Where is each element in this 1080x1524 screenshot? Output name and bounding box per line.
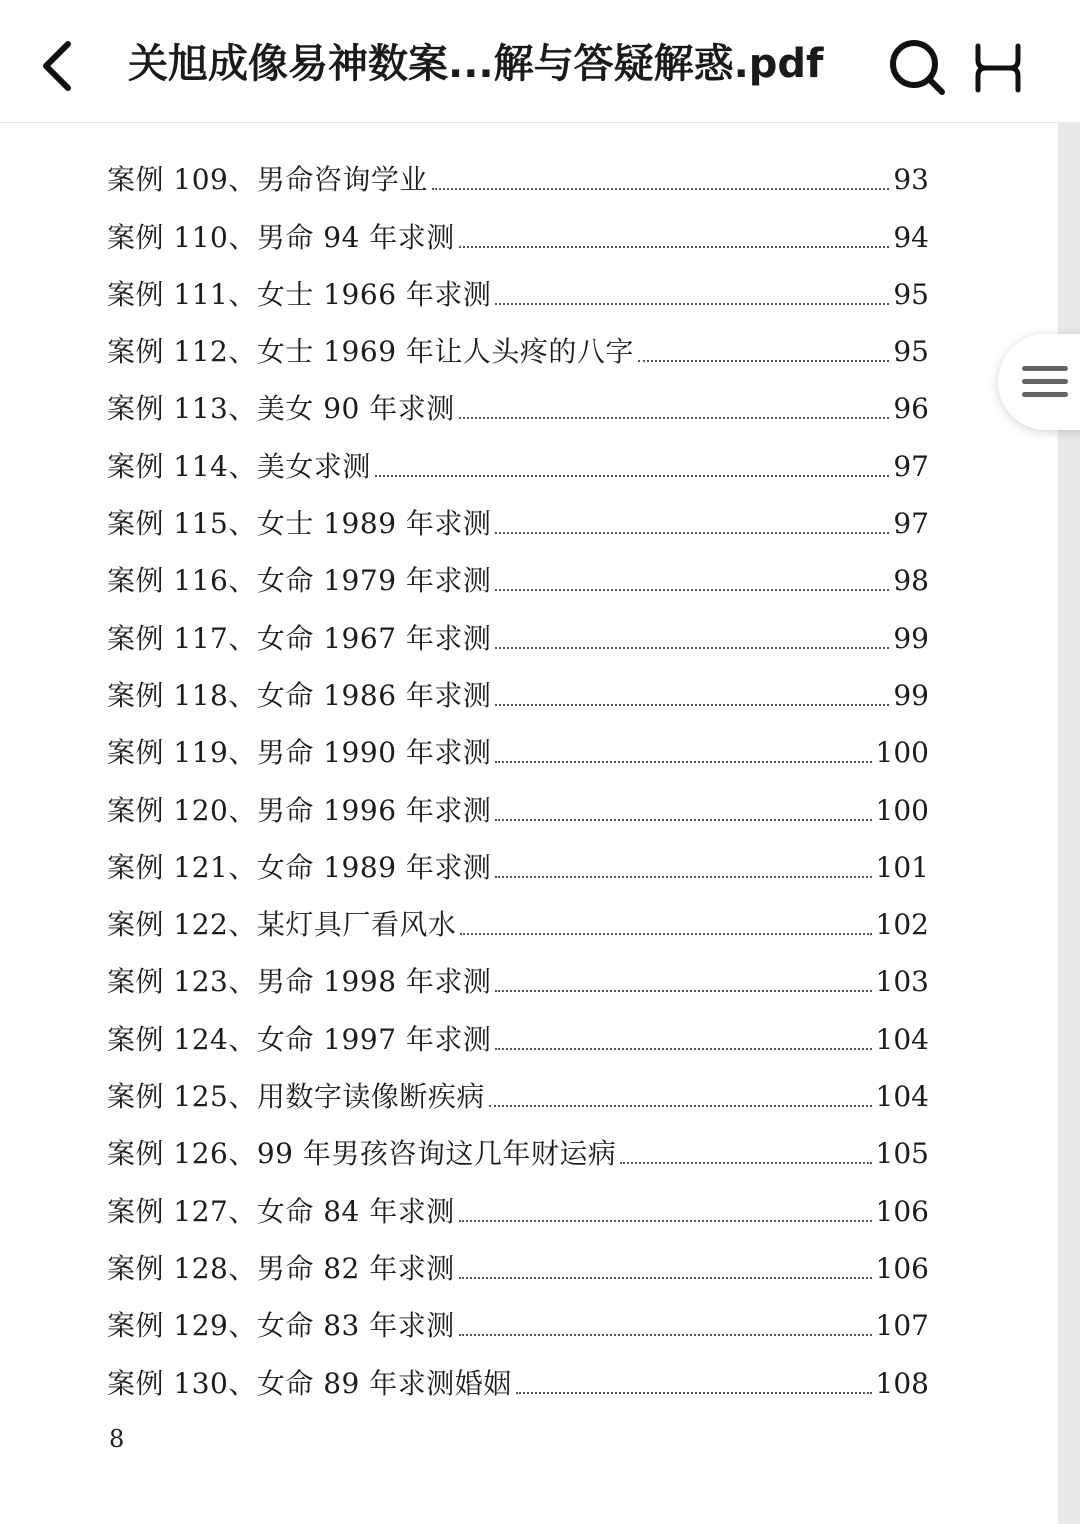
- toc-entry-page: 97: [893, 449, 929, 483]
- toc-entry[interactable]: [107, 1060, 929, 1117]
- toc-entry-page: 100: [875, 736, 929, 770]
- toc-entry[interactable]: [107, 1232, 929, 1289]
- toc-leader-dots: [495, 990, 871, 992]
- toc-entry-label: 案例 119、男命 1990 年求测: [107, 736, 492, 770]
- toc-leader-dots: [459, 1334, 872, 1336]
- chevron-left-icon: [28, 30, 88, 100]
- toc-entry-page: 105: [875, 1137, 929, 1171]
- search-icon: [886, 36, 948, 98]
- toc-entry-label: 案例 120、男命 1996 年求测: [107, 793, 492, 827]
- toc-leader-dots: [495, 532, 889, 534]
- document-viewer[interactable]: [0, 123, 1080, 1524]
- toc-entry[interactable]: [107, 429, 929, 486]
- toc-leader-dots: [460, 933, 871, 935]
- table-of-contents: [107, 143, 929, 1404]
- toc-leader-dots: [459, 417, 890, 419]
- toc-leader-dots: [495, 704, 889, 706]
- toc-entry-page: 103: [875, 965, 929, 999]
- list-icon: [1022, 362, 1068, 402]
- toc-entry[interactable]: [107, 315, 929, 372]
- toc-entry-label: 案例 112、女士 1969 年让人头疼的八字: [107, 335, 634, 369]
- toc-entry-page: 93: [893, 163, 929, 197]
- toc-entry-label: 案例 127、女命 84 年求测: [107, 1194, 455, 1228]
- toc-entry-label: 案例 110、男命 94 年求测: [107, 220, 455, 254]
- toc-entry[interactable]: [107, 372, 929, 429]
- toc-leader-dots: [495, 647, 889, 649]
- search-button[interactable]: [886, 36, 948, 98]
- toc-leader-dots: [432, 188, 890, 190]
- toc-entry-label: 案例 111、女士 1966 年求测: [107, 277, 492, 311]
- toc-entry-page: 100: [875, 793, 929, 827]
- toc-entry[interactable]: [107, 1117, 929, 1174]
- document-title: 关旭成像易神数案...解与答疑解惑.pdf: [128, 41, 824, 87]
- toc-entry[interactable]: [107, 200, 929, 257]
- toc-entry-page: 107: [875, 1309, 929, 1343]
- toc-leader-dots: [638, 360, 889, 362]
- toc-entry-label: 案例 129、女命 83 年求测: [107, 1309, 455, 1343]
- toc-entry-page: 97: [893, 507, 929, 541]
- toc-entry-label: 案例 113、美女 90 年求测: [107, 392, 455, 426]
- toc-entry[interactable]: [107, 716, 929, 773]
- toc-entry[interactable]: [107, 487, 929, 544]
- toc-entry-page: 95: [893, 277, 929, 311]
- pdf-page: [0, 123, 1058, 1524]
- toc-leader-dots: [459, 246, 890, 248]
- toc-entry[interactable]: [107, 1002, 929, 1059]
- toc-entry-label: 案例 122、某灯具厂看风水: [107, 908, 457, 942]
- toc-entry[interactable]: [107, 544, 929, 601]
- toc-entry-label: 案例 128、男命 82 年求测: [107, 1251, 455, 1285]
- toc-entry[interactable]: [107, 773, 929, 830]
- page-number: 8: [109, 1425, 125, 1453]
- toc-entry-label: 案例 115、女士 1989 年求测: [107, 507, 492, 541]
- toc-entry-page: 98: [893, 564, 929, 598]
- toc-entry-page: 95: [893, 335, 929, 369]
- toc-entry[interactable]: [107, 831, 929, 888]
- toc-leader-dots: [620, 1162, 871, 1164]
- toc-leader-dots: [495, 303, 889, 305]
- toc-leader-dots: [459, 1220, 872, 1222]
- toc-entry[interactable]: [107, 258, 929, 315]
- toc-entry-label: 案例 126、99 年男孩咨询这几年财运病: [107, 1137, 617, 1171]
- toc-entry[interactable]: [107, 659, 929, 716]
- toc-leader-dots: [459, 1277, 872, 1279]
- toc-entry-label: 案例 123、男命 1998 年求测: [107, 965, 492, 999]
- toc-leader-dots: [495, 819, 871, 821]
- toc-entry-page: 106: [875, 1194, 929, 1228]
- top-bar: [0, 0, 1080, 123]
- toc-leader-dots: [495, 589, 889, 591]
- toc-entry-page: 104: [875, 1022, 929, 1056]
- toc-entry-page: 104: [875, 1080, 929, 1114]
- menu-button[interactable]: [972, 42, 1024, 94]
- toc-entry-page: 108: [875, 1366, 929, 1400]
- toc-entry-page: 96: [893, 392, 929, 426]
- toc-entry-page: 99: [893, 621, 929, 655]
- toc-entry-label: 案例 121、女命 1989 年求测: [107, 850, 492, 884]
- toc-entry-page: 99: [893, 678, 929, 712]
- toc-entry[interactable]: [107, 888, 929, 945]
- toc-leader-dots: [495, 876, 871, 878]
- toc-entry[interactable]: [107, 1174, 929, 1231]
- toc-leader-dots: [489, 1105, 872, 1107]
- toc-entry-page: 101: [875, 850, 929, 884]
- toc-entry[interactable]: [107, 1289, 929, 1346]
- toc-entry-page: 94: [893, 220, 929, 254]
- toc-entry-label: 案例 114、美女求测: [107, 449, 371, 483]
- toc-entry-label: 案例 117、女命 1967 年求测: [107, 621, 492, 655]
- toc-entry-page: 106: [875, 1251, 929, 1285]
- toc-entry-label: 案例 118、女命 1986 年求测: [107, 678, 492, 712]
- toc-leader-dots: [516, 1392, 872, 1394]
- toc-entry[interactable]: [107, 143, 929, 200]
- toc-entry-label: 案例 130、女命 89 年求测婚姻: [107, 1366, 512, 1400]
- toc-entry-label: 案例 125、用数字读像断疾病: [107, 1080, 485, 1114]
- toc-leader-dots: [495, 761, 871, 763]
- toc-entry[interactable]: [107, 601, 929, 658]
- toc-entry-label: 案例 116、女命 1979 年求测: [107, 564, 492, 598]
- toc-entry-label: 案例 124、女命 1997 年求测: [107, 1022, 492, 1056]
- toc-leader-dots: [375, 475, 890, 477]
- back-button[interactable]: [28, 30, 88, 100]
- toc-entry[interactable]: [107, 945, 929, 1002]
- toc-entry-page: 102: [875, 908, 929, 942]
- menu-icon: [972, 42, 1024, 94]
- toc-leader-dots: [495, 1048, 871, 1050]
- toc-entry-label: 案例 109、男命咨询学业: [107, 163, 428, 197]
- toc-entry[interactable]: [107, 1346, 929, 1403]
